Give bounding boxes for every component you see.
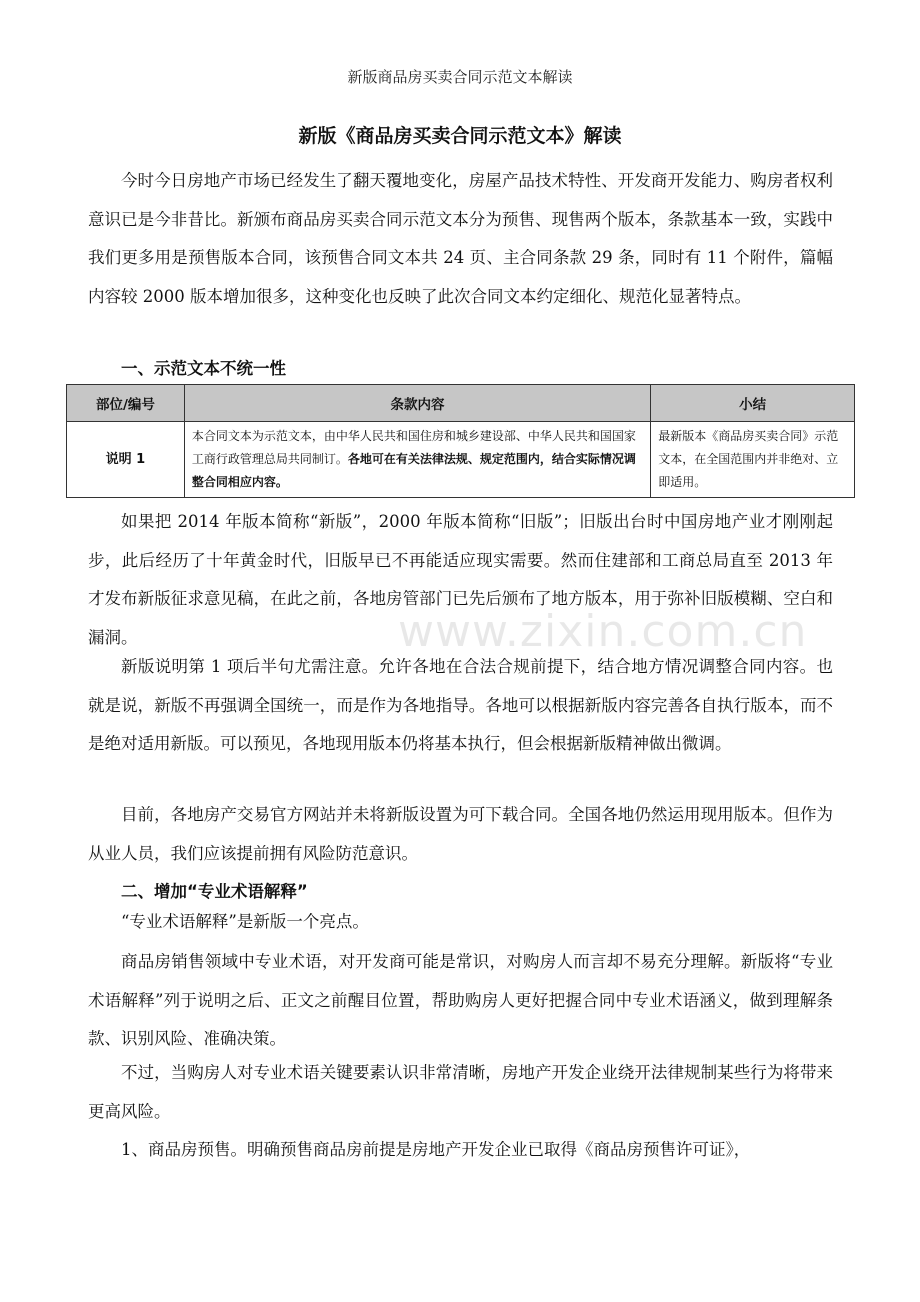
paragraph-6: 不过，当购房人对专业术语关键要素认识非常清晰，房地产开发企业绕开法律规制某些行为将带来更高风险。 (88, 1063, 833, 1121)
table-header-row (67, 385, 855, 422)
table-cell-content (184, 422, 650, 498)
section-heading-2: 二、增加“专业术语解释” (121, 882, 308, 901)
watermark: www.zixin.com.cn (398, 606, 808, 657)
paragraph-1: 如果把 2014 年版本简称“新版”，2000 年版本简称“旧版”；旧版出台时中国房地产业才刚刚起步，此后经历了十年黄金时代，旧版早已不再能适应现实需要。然而住建部和工商总局直至 2013 年才发布新版征求意见稿，在此之前，各地房管部门已先后颁布了地方版本，用于弥补旧版模糊、空白和漏洞。 (88, 512, 833, 647)
content-bold-text: 各地可在有关法律法规、规定范围内，结合实际情况调整合同相应内容。 (191, 452, 636, 489)
table-header-position: 部位/编号 (67, 385, 185, 422)
section-heading-1: 一、示范文本不统一性 (121, 359, 286, 378)
paragraph-4: “专业术语解释”是新版一个亮点。 (121, 912, 369, 931)
table-row (67, 422, 855, 498)
paragraph-5: 商品房销售领域中专业术语，对开发商可能是常识，对购房人而言却不易充分理解。新版将“专业术语解释”列于说明之后、正文之前醒目位置，帮助购房人更好把握合同中专业术语涵义，做到理解条款、识别风险、准确决策。 (88, 952, 833, 1049)
paragraph-7: 1、商品房预售。明确预售商品房前提是房地产开发企业已取得《商品房预售许可证》， (121, 1140, 751, 1159)
paragraph-3: 目前，各地房产交易官方网站并未将新版设置为可下载合同。全国各地仍然运用现用版本。但作为从业人员，我们应该提前拥有风险防范意识。 (88, 805, 833, 863)
table-cell-summary: 最新版本《商品房买卖合同》示范文本，在全国范围内并非绝对、立即适用。 (651, 422, 855, 498)
paragraph-2: 新版说明第 1 项后半句尤需注意。允许各地在合法合规前提下，结合地方情况调整合同内容。也就是说，新版不再强调全国统一，而是作为各地指导。各地可以根据新版内容完善各自执行版本，而不是绝对适用新版。可以预见，各地现用版本仍将基本执行，但会根据新版精神做出微调。 (88, 657, 833, 754)
table-header-content: 条款内容 (184, 385, 650, 422)
content-plain-text: 本合同文本为示范文本，由中华人民共和国住房和城乡建设部、中华人民共和国国家工商行政管理总局共同制订。 (191, 429, 636, 466)
document-title: 新版《商品房买卖合同示范文本》解读 (298, 125, 622, 147)
clause-table (66, 384, 855, 498)
running-header: 新版商品房买卖合同示范文本解读 (347, 68, 573, 86)
intro-paragraph: 今时今日房地产市场已经发生了翻天覆地变化，房屋产品技术特性、开发商开发能力、购房者权利意识已是今非昔比。新颁布商品房买卖合同示范文本分为预售、现售两个版本，条款基本一致，实践中我们更多用是预售版本合同，该预售合同文本共 24 页、主合同条款 29 条，同时有 11 个附件，篇幅内容较 2000 版本增加很多，这种变化也反映了此次合同文本约定细化、规范化显著特点。 (88, 171, 833, 306)
table-header-summary: 小结 (651, 385, 855, 422)
table-cell-id: 说明 1 (67, 422, 185, 498)
